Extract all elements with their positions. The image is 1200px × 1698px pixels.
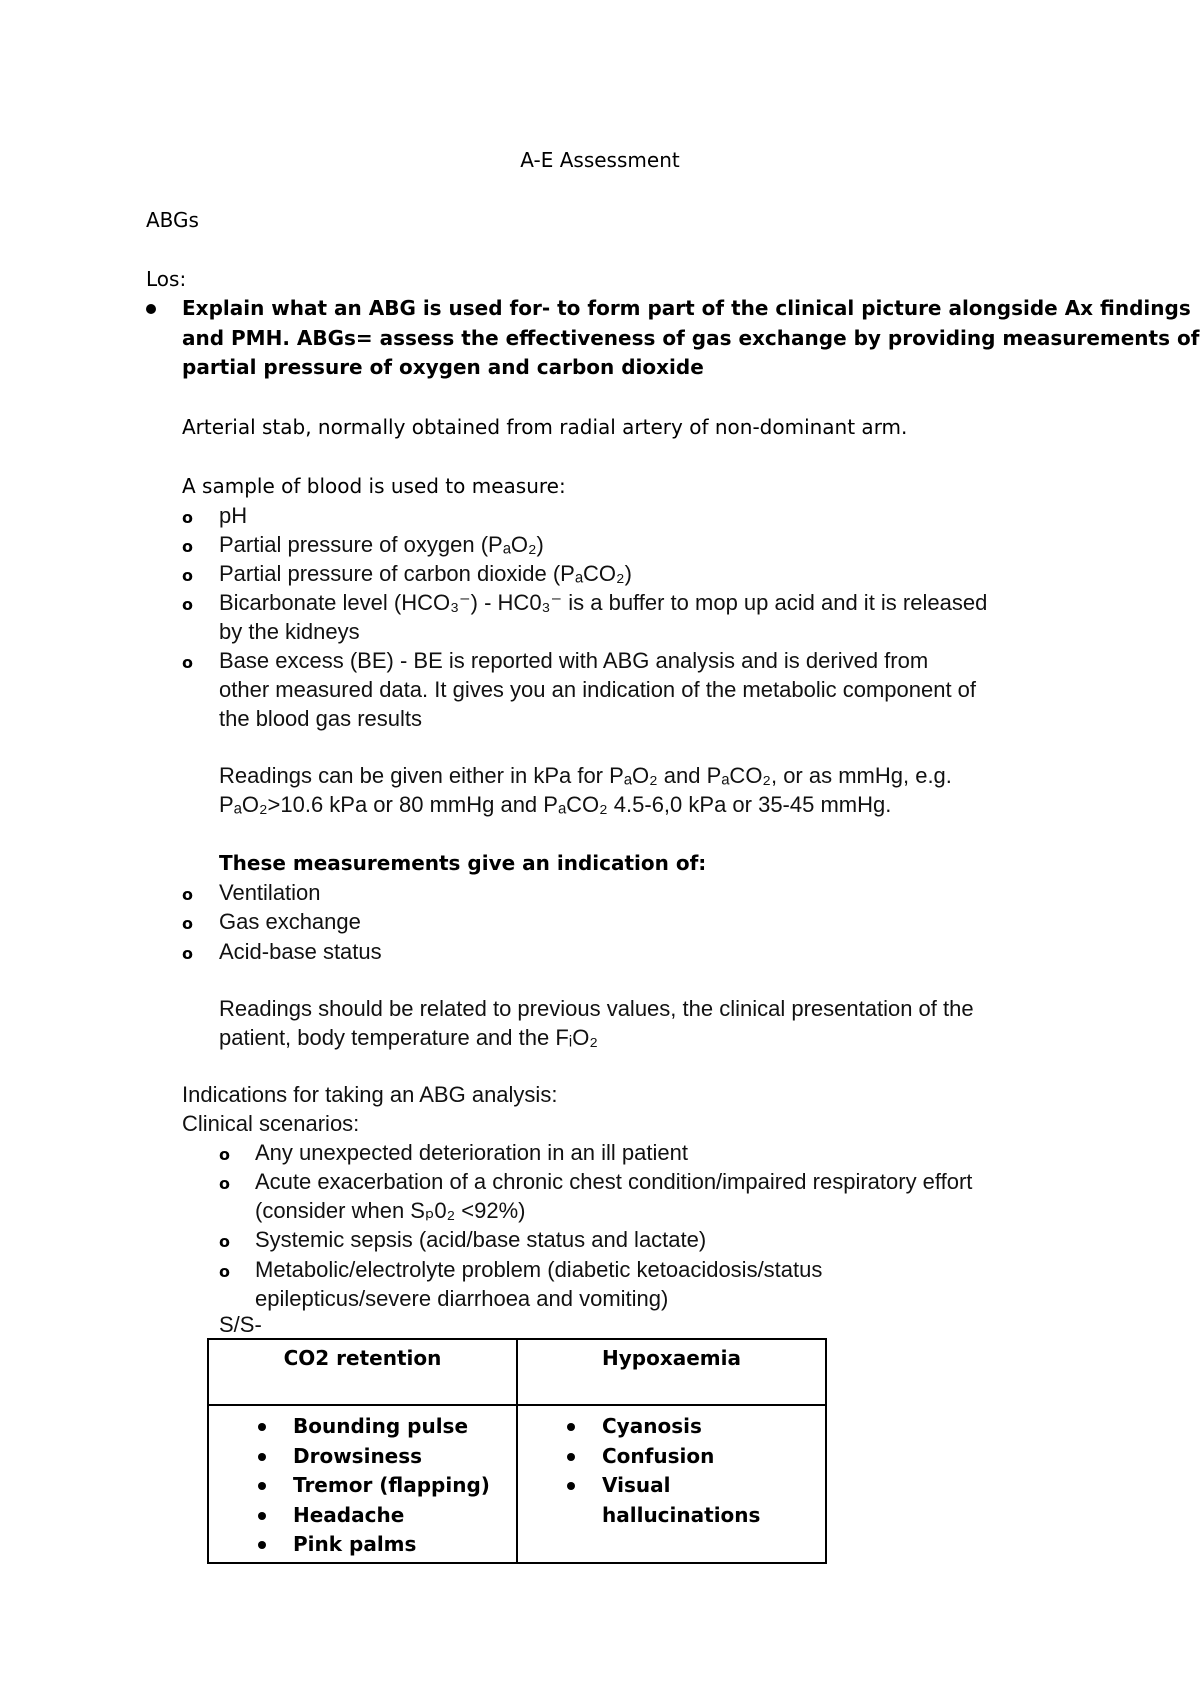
indication-item: Ventilation [219, 880, 321, 905]
page-title: A-E Assessment [520, 148, 680, 172]
section-heading: ABGs [146, 208, 199, 232]
o-bullet-icon: o [182, 944, 193, 963]
measure-paco2: Partial pressure of carbon dioxide (PₐCO₂) [219, 561, 632, 586]
bullet-dot-icon [567, 1482, 575, 1490]
measure-be-line-2: other measured data. It gives you an indication of the metabolic component of [219, 677, 977, 702]
list-item-text: Visual hallucinations [602, 1473, 761, 1527]
related-line-2: patient, body temperature and the FᵢO₂ [219, 1025, 598, 1050]
list-item [518, 1412, 825, 1442]
indication-item: Gas exchange [219, 909, 361, 934]
list-item-text: Pink palms [293, 1532, 417, 1556]
objective-line-3: partial pressure of oxygen and carbon dioxide [182, 355, 704, 379]
signs-table [207, 1338, 827, 1564]
related-line-1: Readings should be related to previous values, the clinical presentation of the [219, 996, 974, 1021]
scenario-2-line-2: (consider when Sₚ0₂ <92%) [255, 1198, 526, 1223]
los-label: Los: [146, 267, 187, 291]
o-bullet-icon: o [219, 1232, 230, 1251]
o-bullet-icon: o [182, 653, 193, 672]
bullet-dot-icon [567, 1453, 575, 1461]
list-item-text: Cyanosis [602, 1414, 702, 1438]
sample-heading: A sample of blood is used to measure: [182, 474, 566, 498]
bullet-dot-icon [567, 1423, 575, 1431]
list-item [209, 1530, 516, 1560]
list-item-text: Drowsiness [293, 1443, 423, 1468]
list-item-text: Headache [293, 1502, 405, 1527]
list-item [209, 1501, 516, 1531]
list-item [209, 1442, 516, 1472]
measure-ph: pH [219, 503, 248, 528]
table-row [208, 1405, 826, 1563]
list-item-text: Tremor (flapping) [293, 1473, 490, 1497]
o-bullet-icon: o [219, 1262, 230, 1281]
measure-be-line-3: the blood gas results [219, 706, 423, 731]
bullet-dot-icon [258, 1541, 266, 1549]
measure-pao2: Partial pressure of oxygen (PₐO₂) [219, 532, 544, 557]
bullet-dot-icon [258, 1512, 266, 1520]
bullet-dot-icon [258, 1482, 266, 1490]
o-bullet-icon: o [182, 566, 193, 585]
o-bullet-icon: o [182, 537, 193, 556]
list-item-text: Confusion [602, 1443, 715, 1468]
list-item [518, 1471, 825, 1527]
objective-bold-lead: Explain what an ABG is used for [182, 296, 542, 320]
table-header-row [208, 1339, 826, 1405]
scenario-4-line-1: Metabolic/electrolyte problem (diabetic ketoacidosis/status [255, 1257, 823, 1282]
col-header-hypoxaemia: Hypoxaemia [517, 1339, 826, 1405]
bullet-dot-icon [258, 1423, 266, 1431]
hypoxaemia-cell [517, 1405, 826, 1563]
o-bullet-icon: o [219, 1174, 230, 1193]
co2-retention-cell [208, 1405, 517, 1563]
measure-be-line-1: Base excess (BE) - BE is reported with ABG analysis and is derived from [219, 648, 929, 673]
list-item [518, 1442, 825, 1472]
objective-line-1 [182, 296, 1191, 320]
indication-item: Acid-base status [219, 939, 382, 964]
objective-line-2: and PMH. ABGs= assess the effectiveness of gas exchange by providing measurements of [182, 326, 1200, 350]
indication-heading: These measurements give an indication of: [219, 851, 707, 875]
scenario-4-line-2: epilepticus/severe diarrhoea and vomiting) [255, 1286, 669, 1311]
scenario-2-line-1: Acute exacerbation of a chronic chest condition/impaired respiratory effort [255, 1169, 973, 1194]
co2-retention-list [209, 1412, 516, 1560]
ss-label: S/S- [219, 1312, 262, 1337]
o-bullet-icon: o [219, 1145, 230, 1164]
o-bullet-icon: o [182, 508, 193, 527]
arterial-stab-text: Arterial stab, normally obtained from radial artery of non-dominant arm. [182, 415, 908, 439]
o-bullet-icon: o [182, 885, 193, 904]
scenario-1: Any unexpected deterioration in an ill patient [255, 1140, 688, 1165]
measure-bicarb-line-1: Bicarbonate level (HCO₃⁻) - HC0₃⁻ is a buffer to mop up acid and it is released [219, 590, 988, 615]
scenario-3: Systemic sepsis (acid/base status and lactate) [255, 1227, 707, 1252]
o-bullet-icon: o [182, 914, 193, 933]
bullet-dot-icon [146, 304, 156, 314]
readings-line-2: PₐO₂>10.6 kPa or 80 mmHg and PₐCO₂ 4.5-6,0 kPa or 35-45 mmHg. [219, 792, 892, 817]
measure-bicarb-line-2: by the kidneys [219, 619, 360, 644]
bullet-dot-icon [258, 1453, 266, 1461]
list-item-text: Bounding pulse [293, 1414, 469, 1438]
objective-rest: - to form part of the clinical picture alongside Ax findings [541, 296, 1191, 320]
abg-indications-heading: Indications for taking an ABG analysis: [182, 1082, 558, 1107]
clinical-scenarios-heading: Clinical scenarios: [182, 1111, 360, 1136]
hypoxaemia-list [518, 1412, 825, 1527]
list-item [209, 1412, 516, 1442]
o-bullet-icon: o [182, 595, 193, 614]
col-header-co2-retention: CO2 retention [208, 1339, 517, 1405]
readings-line-1: Readings can be given either in kPa for PₐO₂ and PₐCO₂, or as mmHg, e.g. [219, 763, 952, 788]
list-item [209, 1471, 516, 1501]
